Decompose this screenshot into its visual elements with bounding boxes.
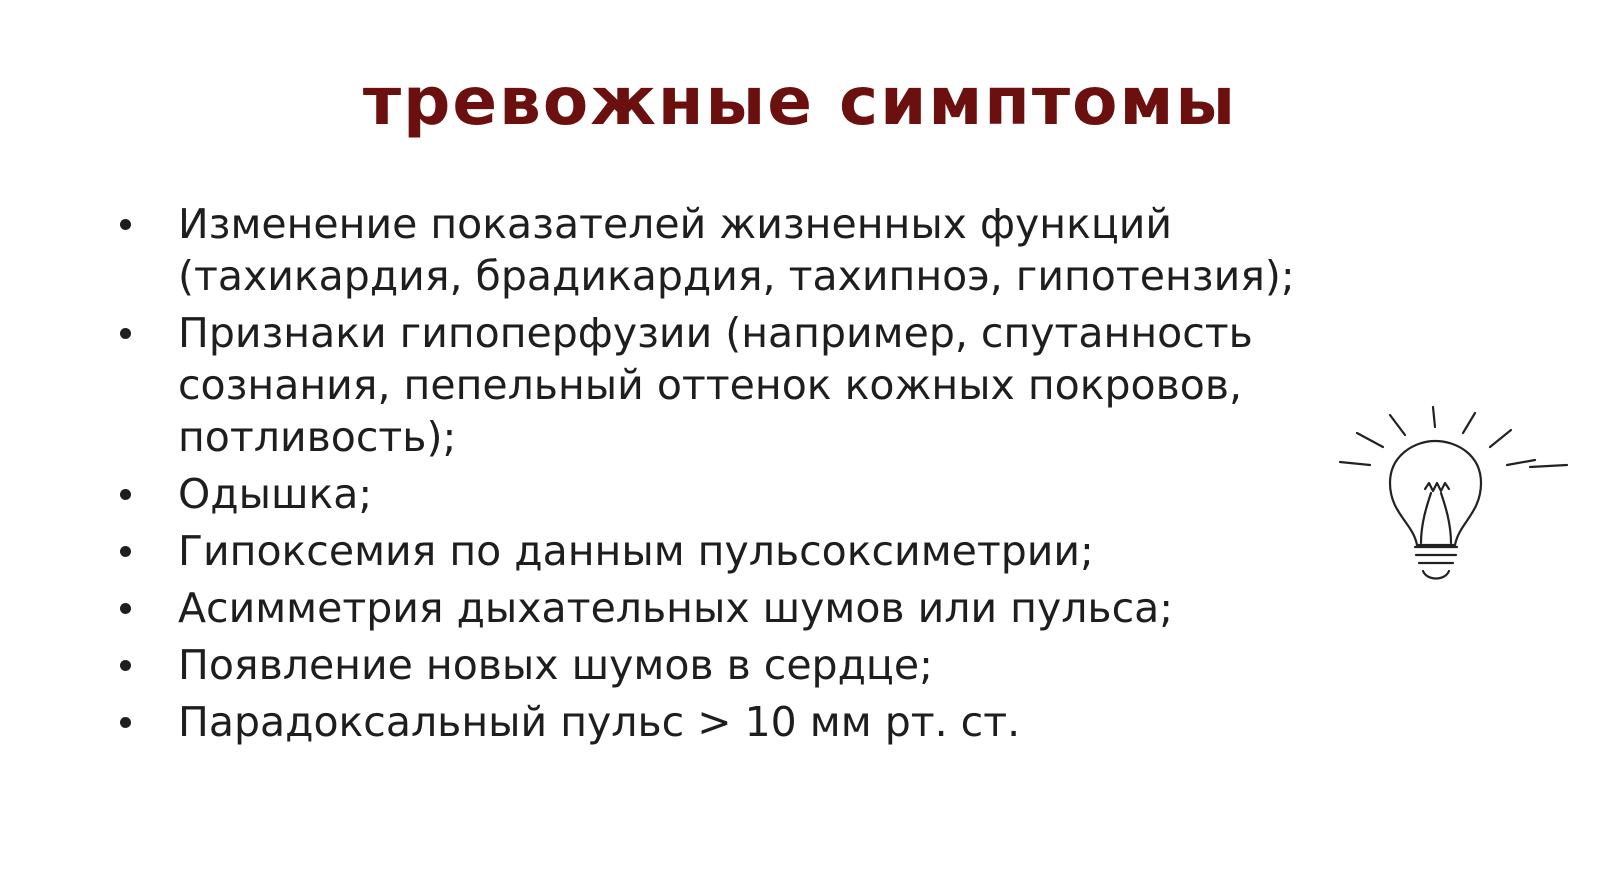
bullet-item-hypoxemia bbox=[118, 525, 1408, 577]
bullet-item-asymmetry bbox=[118, 582, 1408, 634]
bullet-text: Парадоксальный пульс > 10 мм рт. ст. bbox=[178, 698, 1021, 746]
bullet-item-paradoxical-pulse bbox=[118, 696, 1408, 748]
bullet-dot-icon bbox=[120, 717, 131, 728]
bullet-item-heart-murmurs bbox=[118, 639, 1408, 691]
bullet-dot-icon bbox=[120, 328, 131, 339]
bullet-text: Одышка; bbox=[178, 470, 373, 518]
slide-title: тревожные симптомы bbox=[362, 63, 1238, 140]
bullet-dot-icon bbox=[120, 219, 131, 230]
bullet-item-dyspnea bbox=[118, 468, 1408, 520]
bullet-dot-icon bbox=[120, 660, 131, 671]
bullet-text: Признаки гипоперфузии (например, спутанность сознания, пепельный оттенок кожных покровов, потливость); bbox=[178, 309, 1253, 461]
bullet-dot-icon bbox=[120, 546, 131, 557]
bullet-dot-icon bbox=[120, 603, 131, 614]
bullet-item-vital-signs bbox=[118, 198, 1408, 302]
bullet-text: Гипоксемия по данным пульсоксиметрии; bbox=[178, 527, 1094, 575]
lightbulb-icon bbox=[1335, 405, 1575, 590]
bullet-text: Появление новых шумов в сердце; bbox=[178, 641, 933, 689]
bullet-text: Асимметрия дыхательных шумов или пульса; bbox=[178, 584, 1174, 632]
bullet-item-hypoperfusion bbox=[118, 307, 1408, 463]
bullet-text: Изменение показателей жизненных функций (тахикардия, брадикардия, тахипноэ, гипотензия); bbox=[178, 200, 1295, 300]
bullet-dot-icon bbox=[120, 489, 131, 500]
bullet-list bbox=[118, 198, 1408, 753]
